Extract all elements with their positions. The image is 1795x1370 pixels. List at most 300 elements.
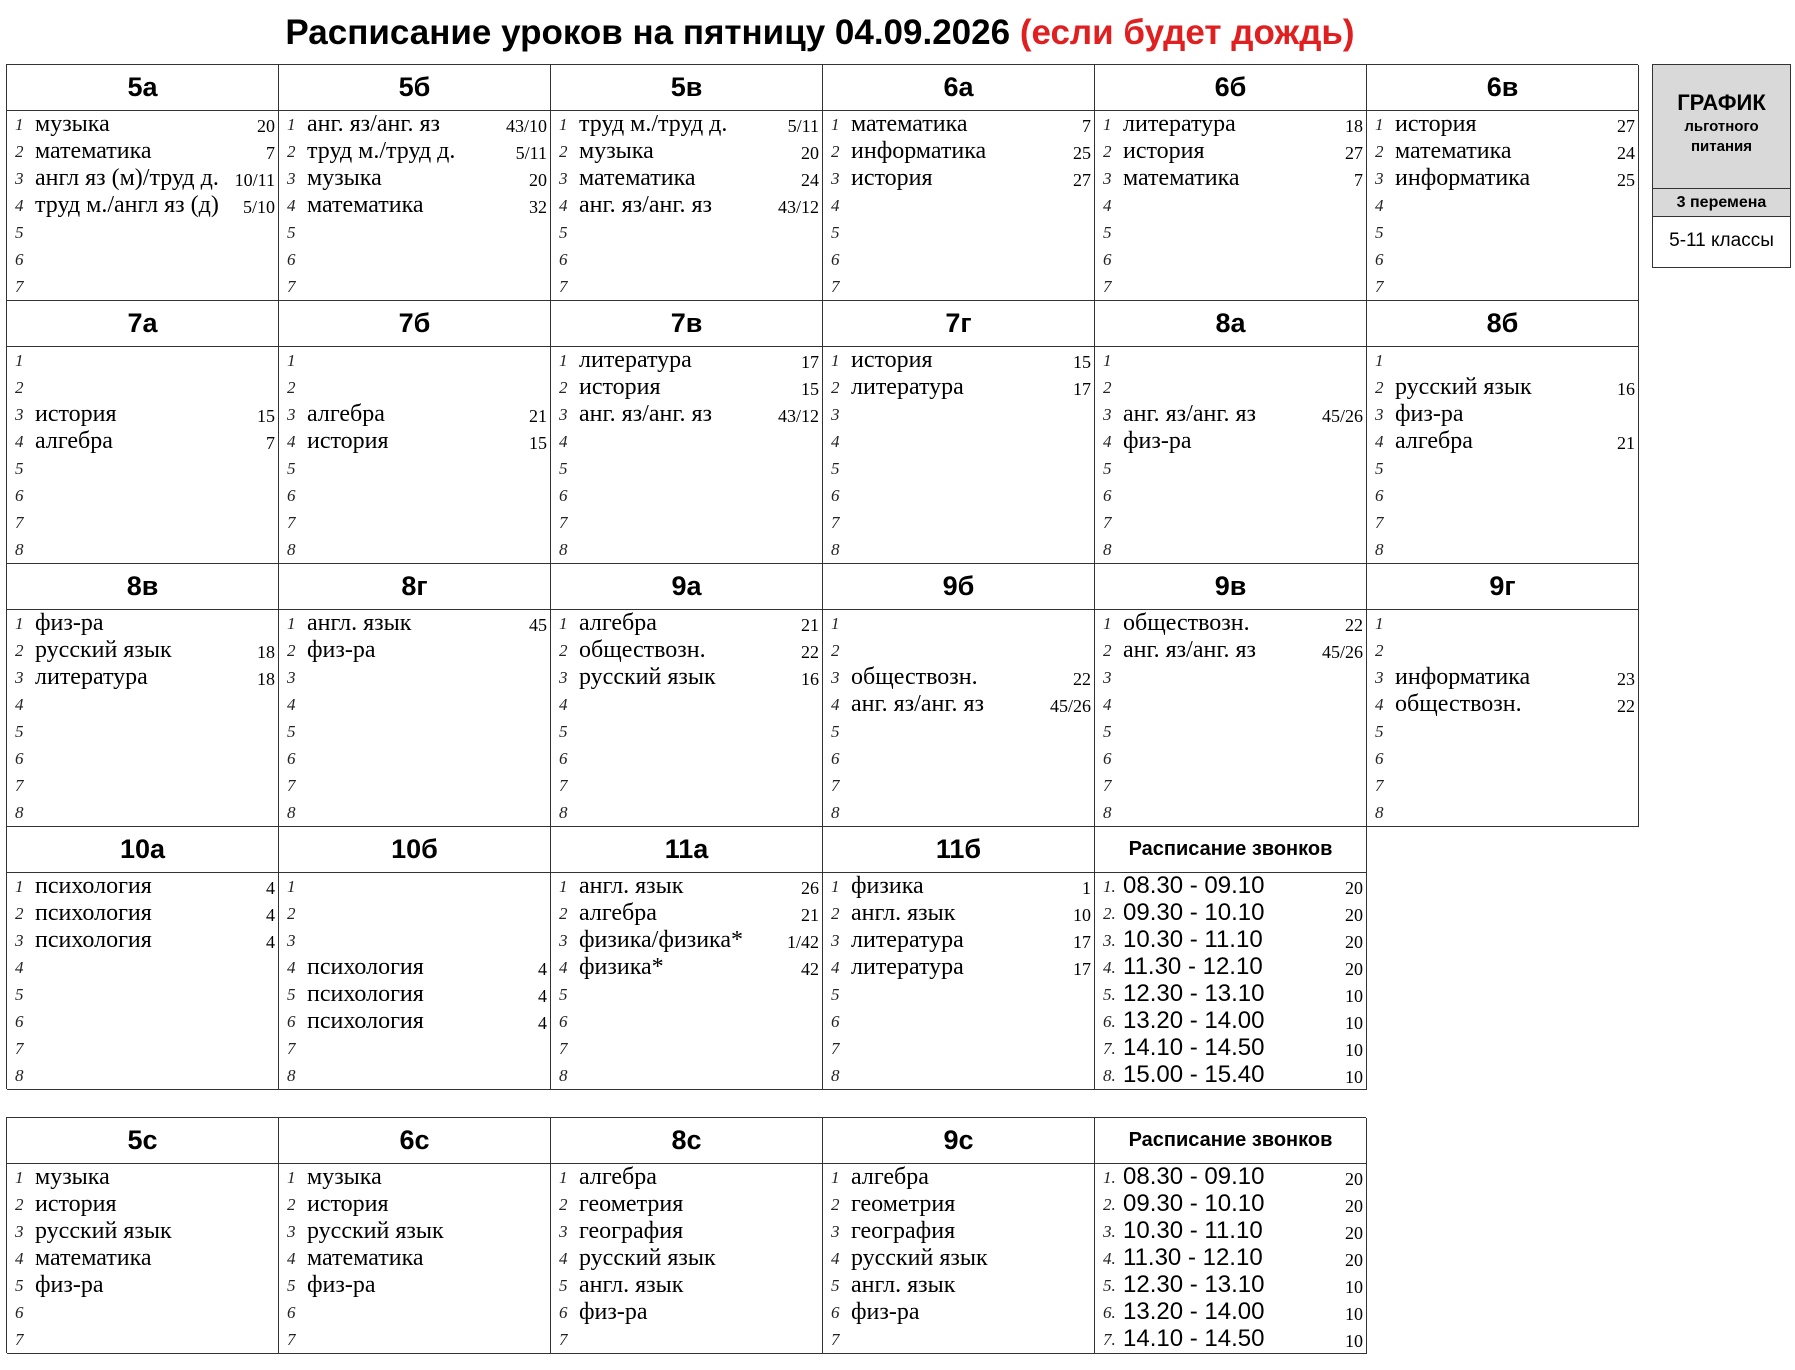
lesson-number: 1 <box>15 351 24 370</box>
lesson-subject: алгебра <box>579 1164 657 1190</box>
lesson-row <box>279 219 550 246</box>
class-name: 7в <box>551 301 822 347</box>
lesson-row <box>823 536 1094 563</box>
lesson-row <box>7 1035 278 1062</box>
class-name: 8в <box>7 564 278 610</box>
lesson-row <box>7 873 278 900</box>
lesson-row <box>7 691 278 718</box>
lesson-number: 4 <box>15 695 24 714</box>
lesson-subject: русский язык <box>35 637 172 663</box>
room-number: 27 <box>1617 116 1635 136</box>
lesson-row <box>1367 536 1638 563</box>
lesson-number: 2 <box>559 904 568 923</box>
lesson-subject: русский язык <box>579 1245 716 1271</box>
lesson-row <box>1367 455 1638 482</box>
room-number: 7 <box>1082 116 1091 136</box>
lesson-row <box>279 1191 550 1218</box>
lesson-number: 1 <box>831 351 840 370</box>
class-cell <box>279 827 551 1090</box>
lesson-row <box>551 1272 822 1299</box>
lesson-number: 6 <box>15 749 24 768</box>
bell-time: 11.30 - 12.10 <box>1123 953 1263 980</box>
lesson-row <box>279 927 550 954</box>
lesson-row <box>823 954 1094 981</box>
lesson-row <box>279 1272 550 1299</box>
lesson-subject: математика <box>307 1245 424 1271</box>
lesson-subject: англ. язык <box>851 900 956 926</box>
lesson-subject: русский язык <box>851 1245 988 1271</box>
lesson-number: 2 <box>1375 378 1384 397</box>
lesson-row <box>279 246 550 273</box>
lesson-number: 6 <box>287 1012 296 1031</box>
lesson-subject: история <box>307 1191 389 1217</box>
lesson-row <box>7 536 278 563</box>
bell-time: 12.30 - 13.10 <box>1123 980 1265 1007</box>
lesson-number: 1 <box>15 1168 24 1187</box>
lesson-subject: история <box>579 374 661 400</box>
break-minutes: 10 <box>1345 1013 1363 1033</box>
lesson-row <box>551 981 822 1008</box>
lesson-subject: алгебра <box>579 610 657 636</box>
lesson-number: 4 <box>831 695 840 714</box>
lesson-row <box>279 509 550 536</box>
lesson-row <box>7 1164 278 1191</box>
lesson-row <box>7 347 278 374</box>
lesson-number: 2 <box>15 641 24 660</box>
class-name: 10а <box>7 827 278 873</box>
lesson-number: 3 <box>287 668 296 687</box>
lesson-number: 4 <box>15 1249 24 1268</box>
room-number: 43/12 <box>777 406 819 426</box>
bell-row <box>1095 954 1366 981</box>
lesson-number: 7 <box>287 776 296 795</box>
lesson-number: 6 <box>831 749 840 768</box>
lesson-row <box>279 718 550 745</box>
class-name: 8с <box>551 1118 822 1164</box>
lesson-subject: физ-ра <box>1123 428 1192 454</box>
lesson-row <box>279 1164 550 1191</box>
break-minutes: 10 <box>1345 1277 1363 1297</box>
lesson-number: 1 <box>559 115 568 134</box>
lesson-number: 4 <box>287 695 296 714</box>
lesson-subject: математика <box>307 192 424 218</box>
lesson-number: 1 <box>15 877 24 896</box>
lesson-number: 2 <box>287 904 296 923</box>
bell-time: 09.30 - 10.10 <box>1123 899 1265 926</box>
lesson-number: 3 <box>1375 169 1384 188</box>
lesson-number: 1 <box>287 351 296 370</box>
room-number: 4 <box>538 959 547 979</box>
class-name: 9г <box>1367 564 1638 610</box>
lesson-subject: музыка <box>307 1164 382 1190</box>
lesson-subject: математика <box>851 111 968 137</box>
lesson-subject: геометрия <box>579 1191 684 1217</box>
lesson-row <box>823 192 1094 219</box>
class-name: 9с <box>823 1118 1094 1164</box>
lesson-row <box>1095 374 1366 401</box>
room-number: 18 <box>257 642 275 662</box>
bell-time: 12.30 - 13.10 <box>1123 1271 1265 1298</box>
lesson-subject: анг. яз/анг. яз <box>1123 401 1256 427</box>
lesson-number: 5. <box>1103 1276 1116 1295</box>
bell-row <box>1095 1245 1366 1272</box>
lesson-row <box>7 192 278 219</box>
lesson-number: 1 <box>1103 115 1112 134</box>
bell-schedule-cell <box>1095 1118 1367 1354</box>
lesson-row <box>551 219 822 246</box>
class-cell <box>551 827 823 1090</box>
lesson-row <box>551 954 822 981</box>
room-number: 7 <box>266 433 275 453</box>
class-cell <box>279 1118 551 1354</box>
lesson-row <box>7 772 278 799</box>
lesson-number: 1 <box>15 614 24 633</box>
lesson-number: 7 <box>15 1330 24 1349</box>
lesson-row <box>823 347 1094 374</box>
lesson-number: 4 <box>831 432 840 451</box>
lesson-subject: литература <box>1123 111 1236 137</box>
class-name: 9а <box>551 564 822 610</box>
break-minutes: 10 <box>1345 1040 1363 1060</box>
lesson-number: 2 <box>559 378 568 397</box>
lesson-number: 6 <box>1103 250 1112 269</box>
lesson-row <box>551 664 822 691</box>
room-number: 4 <box>266 932 275 952</box>
lesson-row <box>823 745 1094 772</box>
lesson-number: 1 <box>1375 614 1384 633</box>
lesson-number: 6 <box>831 1012 840 1031</box>
class-name: 5с <box>7 1118 278 1164</box>
lesson-row <box>279 873 550 900</box>
class-cell <box>551 301 823 564</box>
class-cell <box>7 564 279 827</box>
lesson-number: 6 <box>287 486 296 505</box>
lesson-number: 3 <box>287 169 296 188</box>
lesson-number: 7 <box>559 1039 568 1058</box>
room-number: 15 <box>801 379 819 399</box>
lesson-number: 4 <box>559 432 568 451</box>
class-name: 9в <box>1095 564 1366 610</box>
lesson-number: 6 <box>1103 486 1112 505</box>
lesson-number: 3 <box>1103 169 1112 188</box>
lesson-subject: физ-ра <box>579 1299 648 1325</box>
room-number: 7 <box>266 143 275 163</box>
class-cell <box>1095 564 1367 827</box>
lesson-number: 8 <box>559 803 568 822</box>
bell-time: 10.30 - 11.10 <box>1123 926 1263 953</box>
room-number: 22 <box>801 642 819 662</box>
room-number: 45/26 <box>1049 696 1091 716</box>
lesson-subject: физ-ра <box>35 610 104 636</box>
lesson-row <box>551 138 822 165</box>
lesson-row <box>551 482 822 509</box>
lesson-number: 3 <box>1375 405 1384 424</box>
lesson-row <box>1367 664 1638 691</box>
lesson-subject: обществозн. <box>1395 691 1522 717</box>
lesson-row <box>279 374 550 401</box>
lesson-number: 5 <box>1375 722 1384 741</box>
class-name: 10б <box>279 827 550 873</box>
class-name: 8а <box>1095 301 1366 347</box>
lesson-row <box>1095 610 1366 637</box>
lesson-subject: геометрия <box>851 1191 956 1217</box>
bell-row <box>1095 1218 1366 1245</box>
lesson-number: 8 <box>831 803 840 822</box>
lesson-subject: литература <box>579 347 692 373</box>
lesson-subject: информатика <box>1395 165 1531 191</box>
lesson-row <box>7 401 278 428</box>
lesson-row <box>823 219 1094 246</box>
lesson-subject: анг. яз/анг. яз <box>579 401 712 427</box>
break-minutes: 20 <box>1345 932 1363 952</box>
lesson-number: 1 <box>831 877 840 896</box>
lesson-subject: психология <box>35 927 152 953</box>
lesson-number: 3 <box>831 668 840 687</box>
class-cell <box>1367 301 1639 564</box>
lesson-row <box>551 1164 822 1191</box>
break-minutes: 20 <box>1345 959 1363 979</box>
lesson-row <box>7 509 278 536</box>
lesson-number: 2 <box>831 1195 840 1214</box>
lesson-subject: география <box>851 1218 956 1244</box>
lesson-number: 7 <box>1375 277 1384 296</box>
room-number: 22 <box>1345 615 1363 635</box>
title-note: (если будет дождь) <box>1019 13 1355 52</box>
lesson-subject: обществозн. <box>1123 610 1250 636</box>
lesson-number: 7 <box>15 1039 24 1058</box>
lesson-number: 6 <box>287 1303 296 1322</box>
lesson-number: 4 <box>1375 695 1384 714</box>
bell-row <box>1095 927 1366 954</box>
lesson-row <box>279 1299 550 1326</box>
lesson-number: 3. <box>1103 1222 1116 1241</box>
lesson-subject: физ-ра <box>1395 401 1464 427</box>
lesson-row <box>1095 482 1366 509</box>
lesson-row <box>823 138 1094 165</box>
lesson-number: 3 <box>831 405 840 424</box>
lesson-subject: история <box>851 165 933 191</box>
room-number: 5/10 <box>242 197 275 217</box>
bell-schedule-title: Расписание звонков <box>1095 827 1366 873</box>
lesson-subject: анг. яз/анг. яз <box>851 691 984 717</box>
lesson-subject: информатика <box>1395 664 1531 690</box>
lesson-number: 3 <box>15 1222 24 1241</box>
lesson-number: 5 <box>559 722 568 741</box>
class-name: 5б <box>279 65 550 111</box>
lesson-row <box>823 981 1094 1008</box>
lesson-row <box>279 165 550 192</box>
lesson-row <box>7 1299 278 1326</box>
lesson-row <box>7 1191 278 1218</box>
lesson-subject: история <box>1123 138 1205 164</box>
lesson-number: 3 <box>559 169 568 188</box>
room-number: 43/12 <box>777 197 819 217</box>
lesson-row <box>551 637 822 664</box>
lesson-number: 7 <box>1103 277 1112 296</box>
class-cell <box>7 1118 279 1354</box>
lesson-row <box>7 1062 278 1089</box>
lesson-number: 1 <box>559 351 568 370</box>
schedule-block-row-1 <box>6 64 1638 300</box>
class-name: 7б <box>279 301 550 347</box>
lesson-row <box>1095 637 1366 664</box>
lesson-row <box>1095 745 1366 772</box>
lesson-number: 7 <box>287 513 296 532</box>
room-number: 4 <box>538 1013 547 1033</box>
class-cell <box>279 301 551 564</box>
lesson-number: 6. <box>1103 1012 1116 1031</box>
lesson-number: 6 <box>559 1012 568 1031</box>
lesson-row <box>823 1035 1094 1062</box>
lesson-row <box>7 927 278 954</box>
meal-panel-line1: льготного <box>1684 118 1759 135</box>
lesson-subject: физика* <box>579 954 664 980</box>
lesson-number: 6 <box>1375 486 1384 505</box>
lesson-row <box>7 610 278 637</box>
lesson-row <box>1367 111 1638 138</box>
class-name: 9б <box>823 564 1094 610</box>
lesson-subject: англ. язык <box>579 1272 684 1298</box>
room-number: 4 <box>266 905 275 925</box>
lesson-subject: история <box>35 401 117 427</box>
lesson-row <box>551 1326 822 1353</box>
lesson-number: 1 <box>1103 351 1112 370</box>
lesson-number: 5 <box>1103 459 1112 478</box>
lesson-number: 1 <box>831 614 840 633</box>
lesson-row <box>1095 165 1366 192</box>
lesson-row <box>823 664 1094 691</box>
lesson-row <box>279 772 550 799</box>
lesson-row <box>551 745 822 772</box>
class-cell <box>7 65 279 301</box>
lesson-number: 4 <box>1103 432 1112 451</box>
lesson-subject: алгебра <box>307 401 385 427</box>
lesson-number: 5 <box>287 985 296 1004</box>
lesson-row <box>551 927 822 954</box>
lesson-subject: физ-ра <box>307 637 376 663</box>
lesson-number: 5 <box>559 459 568 478</box>
lesson-subject: психология <box>35 873 152 899</box>
lesson-row <box>7 455 278 482</box>
lesson-number: 6 <box>287 749 296 768</box>
lesson-number: 5 <box>831 223 840 242</box>
lesson-row <box>279 1326 550 1353</box>
break-minutes: 10 <box>1345 1331 1363 1351</box>
lesson-number: 7 <box>831 513 840 532</box>
lesson-subject: литература <box>35 664 148 690</box>
lesson-subject: анг. яз/анг. яз <box>579 192 712 218</box>
lesson-number: 3 <box>15 169 24 188</box>
class-cell <box>7 301 279 564</box>
lesson-row <box>823 165 1094 192</box>
class-name: 7а <box>7 301 278 347</box>
lesson-row <box>1095 718 1366 745</box>
lesson-row <box>823 900 1094 927</box>
lesson-number: 1 <box>831 115 840 134</box>
lesson-number: 2 <box>1103 378 1112 397</box>
lesson-number: 5. <box>1103 985 1116 1004</box>
lesson-number: 4 <box>287 1249 296 1268</box>
lesson-number: 4. <box>1103 1249 1116 1268</box>
lesson-subject: география <box>579 1218 684 1244</box>
lesson-subject: музыка <box>35 111 110 137</box>
room-number: 17 <box>1073 932 1091 952</box>
lesson-subject: труд м./труд д. <box>307 138 456 164</box>
lesson-row <box>279 401 550 428</box>
lesson-number: 7 <box>559 513 568 532</box>
lesson-number: 8 <box>1103 540 1112 559</box>
lesson-row <box>1367 745 1638 772</box>
lesson-number: 6. <box>1103 1303 1116 1322</box>
meal-panel-title: ГРАФИК <box>1677 90 1766 115</box>
class-cell <box>1367 564 1639 827</box>
room-number: 45/26 <box>1321 406 1363 426</box>
room-number: 10/11 <box>234 170 275 190</box>
lesson-row <box>7 1008 278 1035</box>
lesson-row <box>1095 772 1366 799</box>
lesson-number: 2 <box>1103 641 1112 660</box>
lesson-subject: физ-ра <box>307 1272 376 1298</box>
lesson-row <box>1095 691 1366 718</box>
lesson-number: 2 <box>559 641 568 660</box>
lesson-number: 3 <box>831 1222 840 1241</box>
lesson-number: 2 <box>287 378 296 397</box>
lesson-number: 4 <box>559 695 568 714</box>
meal-panel-grades: 5-11 классы <box>1669 230 1774 251</box>
lesson-subject: физика <box>851 873 924 899</box>
lesson-row <box>551 772 822 799</box>
lesson-subject: англ. язык <box>851 1272 956 1298</box>
class-name: 6в <box>1367 65 1638 111</box>
lesson-number: 4 <box>831 958 840 977</box>
lesson-number: 2. <box>1103 1195 1116 1214</box>
lesson-number: 7 <box>831 776 840 795</box>
lesson-subject: математика <box>579 165 696 191</box>
lesson-subject: англ. язык <box>579 873 684 899</box>
lesson-number: 4 <box>287 432 296 451</box>
room-number: 1 <box>1082 878 1091 898</box>
lesson-number: 2 <box>559 142 568 161</box>
room-number: 4 <box>266 878 275 898</box>
lesson-number: 6 <box>15 250 24 269</box>
room-number: 21 <box>801 905 819 925</box>
bell-time: 09.30 - 10.10 <box>1123 1190 1265 1217</box>
lesson-subject: физ-ра <box>851 1299 920 1325</box>
lesson-row <box>551 1062 822 1089</box>
lesson-number: 4 <box>15 958 24 977</box>
lesson-number: 6 <box>831 486 840 505</box>
lesson-subject: математика <box>35 1245 152 1271</box>
lesson-row <box>551 509 822 536</box>
schedule-block-row-4 <box>6 826 1366 1089</box>
lesson-row <box>279 347 550 374</box>
lesson-row <box>7 954 278 981</box>
lesson-number: 6 <box>559 250 568 269</box>
break-minutes: 10 <box>1345 986 1363 1006</box>
lesson-number: 3 <box>287 931 296 950</box>
lesson-row <box>551 718 822 745</box>
lesson-row <box>279 192 550 219</box>
lesson-row <box>1367 192 1638 219</box>
lesson-row <box>279 273 550 300</box>
room-number: 27 <box>1345 143 1363 163</box>
lesson-row <box>551 347 822 374</box>
lesson-number: 6 <box>559 1303 568 1322</box>
lesson-number: 6 <box>287 250 296 269</box>
lesson-number: 5 <box>831 722 840 741</box>
bell-row <box>1095 1164 1366 1191</box>
class-cell <box>1367 65 1639 301</box>
